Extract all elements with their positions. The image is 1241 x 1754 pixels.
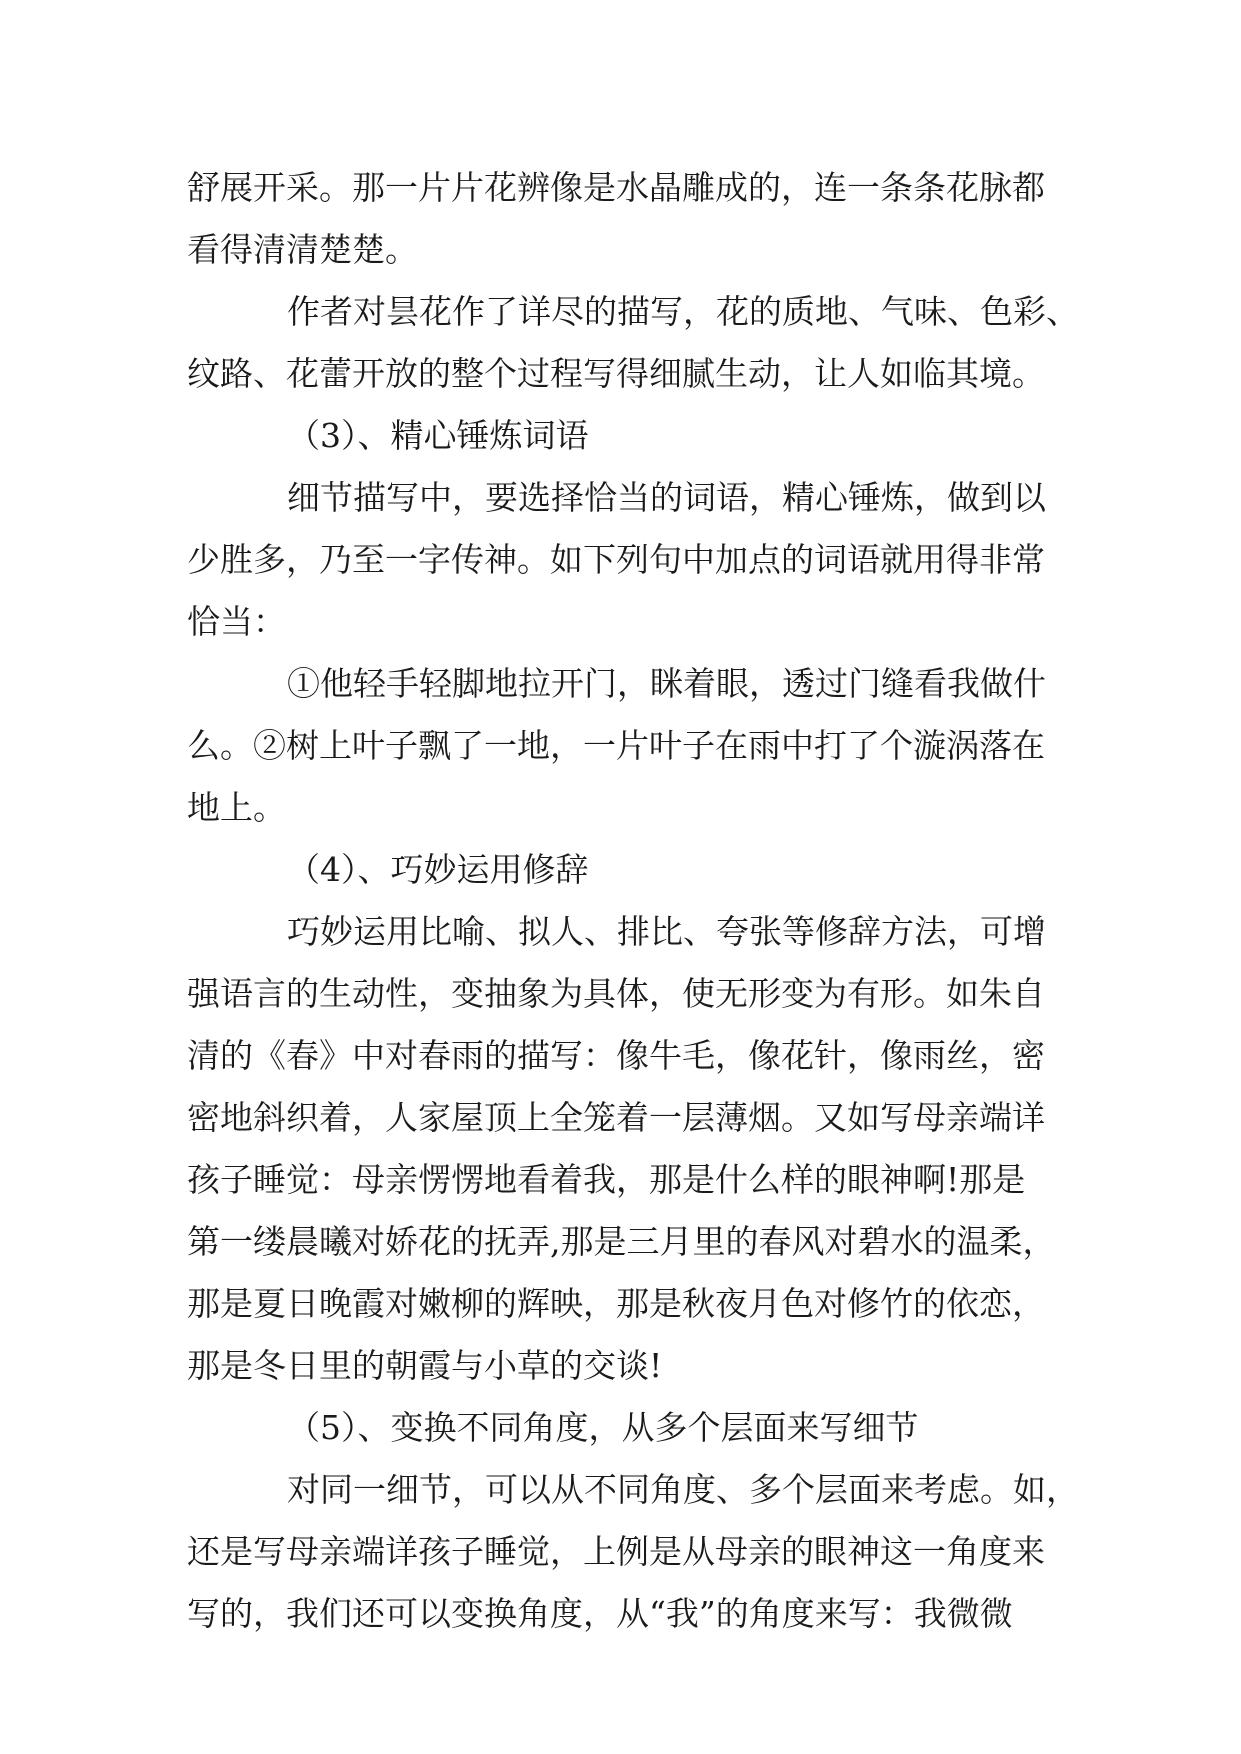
text-line-23: 还是写母亲端详孩子睡觉，上例是从母亲的眼神这一角度来	[187, 1532, 1045, 1571]
section-heading-3: （3）、精心锤炼词语	[287, 416, 589, 455]
text-line-3: 作者对昙花作了详尽的描写，花的质地、气味、色彩、	[287, 292, 1079, 331]
text-line-8: 恰当：	[187, 602, 286, 641]
text-line-13: 巧妙运用比喻、拟人、排比、夸张等修辞方法，可增	[287, 912, 1046, 951]
text-line-17: 孩子睡觉：母亲愣愣地看着我，那是什么样的眼神啊!那是	[187, 1160, 1026, 1199]
text-line-18: 第一缕晨曦对娇花的抚弄,那是三月里的春风对碧水的温柔，	[187, 1222, 1056, 1261]
text-line-6: 细节描写中，要选择恰当的词语，精心锤炼，做到以	[287, 478, 1046, 517]
text-line-14: 强语言的生动性，变抽象为具体，使无形变为有形。如朱自	[187, 974, 1045, 1013]
text-line-19: 那是夏日晚霞对嫩柳的辉映，那是秋夜月色对修竹的依恋，	[187, 1284, 1045, 1323]
text-line-2: 看得清清楚楚。	[187, 230, 418, 269]
section-heading-5: （5）、变换不同角度，从多个层面来写细节	[287, 1408, 919, 1447]
text-line-24: 写的，我们还可以变换角度，从“我”的角度来写：我微微	[187, 1594, 1013, 1633]
text-line-7: 少胜多，乃至一字传神。如下列句中加点的词语就用得非常	[187, 540, 1045, 579]
text-line-22: 对同一细节，可以从不同角度、多个层面来考虑。如，	[287, 1470, 1079, 1509]
section-heading-4: （4）、巧妙运用修辞	[287, 850, 589, 889]
text-line-20: 那是冬日里的朝霞与小草的交谈!	[187, 1346, 663, 1385]
text-line-15: 清的《春》中对春雨的描写：像牛毛，像花针，像雨丝，密	[187, 1036, 1045, 1075]
body-text	[187, 157, 1079, 1645]
text-line-4: 纹路、花蕾开放的整个过程写得细腻生动，让人如临其境。	[187, 354, 1045, 393]
text-line-9: ①他轻手轻脚地拉开门，眯着眼，透过门缝看我做什	[287, 664, 1046, 703]
text-line-1: 舒展开采。那一片片花辨像是水晶雕成的，连一条条花脉都	[187, 168, 1045, 207]
text-line-16: 密地斜织着，人家屋顶上全笼着一层薄烟。又如写母亲端详	[187, 1098, 1045, 1137]
text-line-10: 么。②树上叶子飘了一地，一片叶子在雨中打了个漩涡落在	[187, 726, 1045, 765]
text-line-11: 地上。	[187, 788, 286, 827]
